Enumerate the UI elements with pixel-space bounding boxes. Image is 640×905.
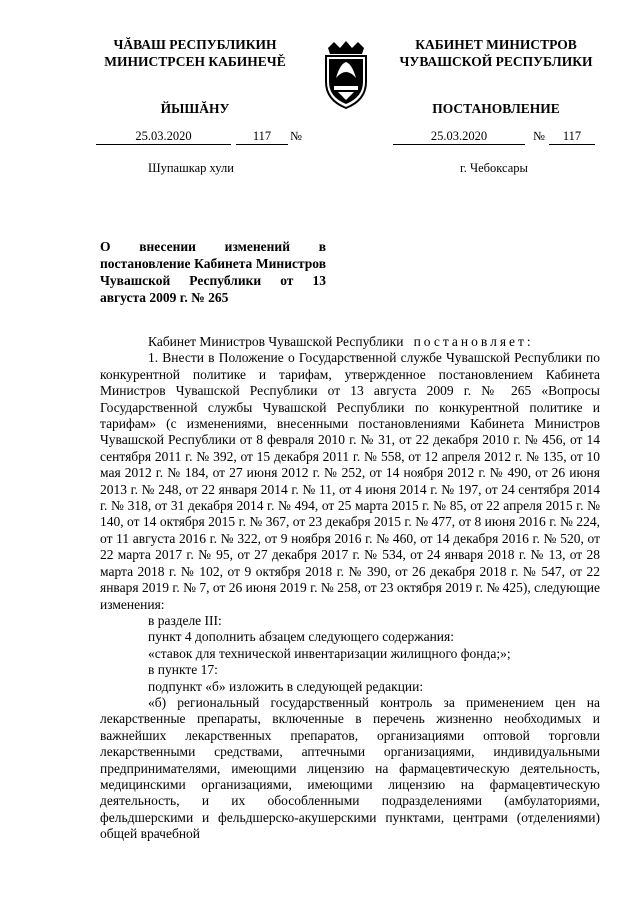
paragraph-6: подпункт «б» изложить в следующей редакции:	[148, 678, 424, 694]
header-right-line2: ЧУВАШСКОЙ РЕСПУБЛИКИ	[399, 54, 593, 69]
right-number: 117	[549, 129, 595, 145]
paragraph-7: «б) региональный государственный контроль за применением цен на лекарственные препараты, включенные в перечень жизненно необходимых и важнейших лекарственных препаратов, организациями оптовой торговли лекарственными средствами, аптечными организациями, индивидуальными предпринимателями, имеющими лицензию на фармацевтическую деятельность, медицинскими организациями, имеющими лицензию на фармацевтическую деятельность, и их обособленными подразделениями (амбулаториями, фельдшерскими и фельдшерско-акушерскими пунктами, центрами (отделениями) общей врачебной	[100, 694, 600, 842]
header-right-org	[380, 36, 612, 70]
header-left-line1: ЧĂВАШ РЕСПУБЛИКИН	[113, 37, 277, 52]
paragraph-5: в пункте 17:	[148, 662, 218, 678]
header-left-doc-type: ЙЫШĂНУ	[160, 101, 230, 116]
right-number-sign: №	[533, 129, 545, 143]
right-date-line	[393, 129, 603, 145]
intro-paragraph	[100, 334, 600, 350]
paragraph-2: в разделе III:	[148, 612, 222, 628]
paragraph-4: «ставок для технической инвентаризации жилищного фонда;»;	[148, 645, 511, 661]
header-left-org	[100, 36, 290, 70]
document-subject: О внесении изменений в постановление Кабинета Министров Чувашской Республики от 13 августа 2009 г. № 265	[100, 239, 326, 305]
left-number-sign: №	[290, 129, 302, 143]
chuvash-emblem-icon	[318, 38, 374, 110]
intro-start: Кабинет Министров Чувашской Республики	[148, 334, 404, 349]
left-number: 117	[236, 129, 288, 145]
header-left-line2: МИНИСТРСЕН КАБИНЕЧĚ	[104, 54, 286, 69]
left-date: 25.03.2020	[96, 129, 231, 145]
header-right-doc-type: ПОСТАНОВЛЕНИЕ	[432, 101, 560, 116]
left-city: Шупашкар хули	[148, 161, 234, 175]
right-city: г. Чебоксары	[460, 161, 528, 175]
paragraph-3: пункт 4 дополнить абзацем следующего содержания:	[148, 629, 454, 645]
document-body	[100, 334, 600, 843]
paragraph-1: 1. Внести в Положение о Государственной службе Чувашской Республики по конкурентной политике и тарифам, утвержденное постановлением Кабинета Министров Чувашской Республики от 13 августа 2009 г. № 265 «Вопросы Государственной службы Чувашской Республики по конкурентной политике и тарифам» (с изменениями, внесенными постановлениями Кабинета Министров Чувашской Республики от 8 февраля 2010 г. № 31, от 22 декабря 2010 г. № 456, от 14 сентября 2011 г. № 392, от 15 декабря 2011 г. № 558, от 12 апреля 2012 г. № 135, от 10 мая 2012 г. № 184, от 27 июня 2012 г. № 252, от 14 ноября 2012 г. № 490, от 26 июня 2013 г. № 248, от 22 января 2014 г. № 11, от 4 июня 2014 г. № 197, от 24 сентября 2014 г. № 318, от 31 декабря 2014 г. № 494, от 25 марта 2015 г. № 85, от 22 апреля 2015 г. № 140, от 14 октября 2015 г. № 367, от 23 декабря 2015 г. № 477, от 8 июня 2016 г. № 224, от 11 августа 2016 г. № 322, от 9 ноября 2016 г. № 460, от 14 декабря 2016 г. № 520, от 22 марта 2017 г. № 95, от 27 декабря 2017 г. № 534, от 24 января 2018 г. № 13, от 28 марта 2018 г. № 102, от 9 октября 2018 г. № 390, от 26 декабря 2018 г. № 547, от 22 января 2019 г. № 7, от 26 июня 2019 г. № 258, от 23 октября 2019 г. № 425), следующие изменения:	[100, 350, 600, 612]
left-date-line	[96, 129, 306, 145]
intro-resolves: постановляет:	[413, 334, 534, 349]
header-right-line1: КАБИНЕТ МИНИСТРОВ	[415, 37, 577, 52]
right-date: 25.03.2020	[393, 129, 525, 145]
